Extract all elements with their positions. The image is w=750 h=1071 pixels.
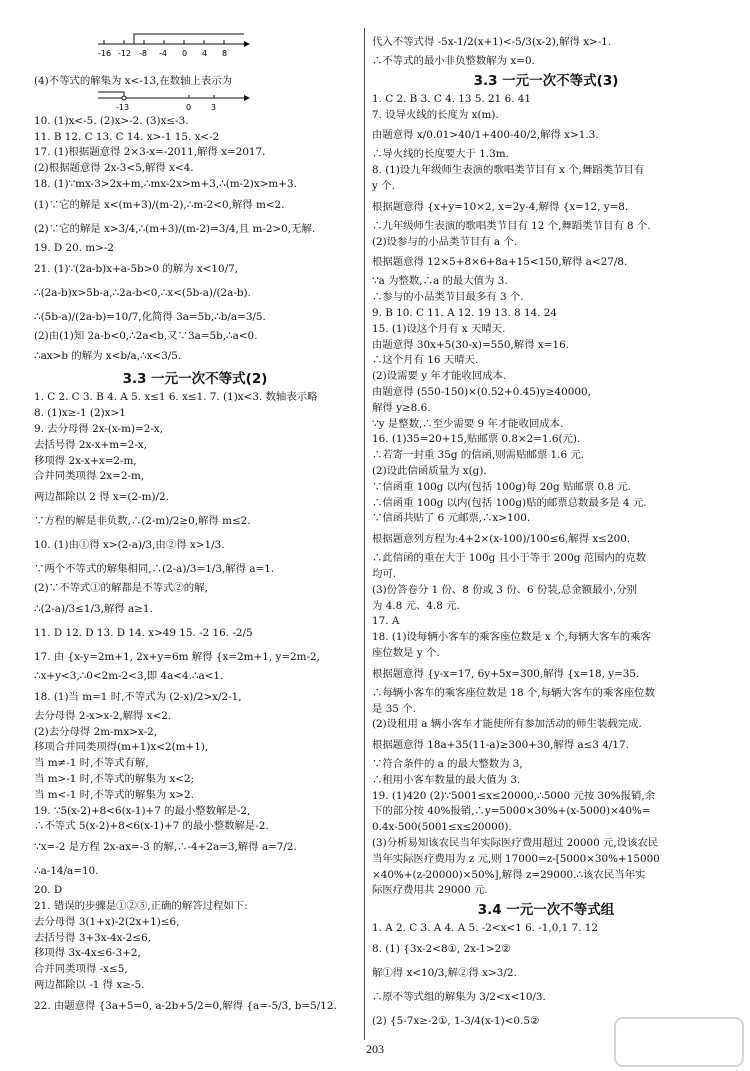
answer-line: (2)∵不等式①的解都是不等式②的解, (34, 582, 208, 595)
answer-line: 当 m≠-1 时,不等式有解, (34, 757, 149, 770)
answer-line: ∴导火线的长度要大于 1.3m. (372, 148, 509, 161)
section-heading: 3.3 一元一次不等式(2) (122, 371, 268, 388)
answer-line: 去括号得 2x-x+m=2-x, (34, 438, 148, 451)
answer-line: 合并同类项得 2x=2-m, (34, 470, 145, 483)
answer-line: ∴信函重 100g 以内(包括 100g)贴的邮票总数最多是 4 元. (372, 496, 647, 509)
answer-line: ∵y 是整数,∴至少需要 9 年才能收回成本. (372, 417, 564, 430)
tick-label: 3 (211, 102, 217, 112)
tick-label: -12 (118, 49, 132, 58)
answer-line: 0.4x-500(5001≤x≤20000). (372, 821, 512, 834)
answer-line: ∴ax>b 的解为 x<b/a,∴x<3/5. (34, 350, 182, 363)
number-line-diagram (94, 30, 274, 74)
answer-line: 17. A (372, 615, 400, 628)
answer-line: 由题意得 30x+5(30-x)=550,解得 x=16. (372, 338, 569, 351)
answer-line: 11. B 12. C 13. C 14. x>-1 15. x<-2 (34, 130, 220, 143)
left-column (34, 30, 356, 1018)
answer-line: (2)去分母得 2m-mx>x-2, (34, 725, 158, 738)
answer-line: 根据题意得 18a+35(11-a)≥300+30,解得 a≤3 4/17. (372, 739, 629, 752)
answer-line: ∴九年级师生表演的歌唱类节目有 12 个,舞蹈类节目有 8 个. (372, 219, 651, 232)
answer-line: ∵a 为整数,∴a 的最大值为 3. (372, 275, 508, 288)
answer-line: ∴每辆小客车的乘客座位数是 18 个,每辆大客车的乘客座位数 (372, 686, 655, 699)
answer-line: 代入不等式得 -5x-1/2(x+1)<-5/3(x-2),解得 x>-1. (372, 36, 612, 48)
answer-line: (2)根据题意得 2x-3<5,解得 x<4. (34, 162, 194, 175)
answer-line: ∴租用小客车数量的最大值为 3. (372, 773, 521, 786)
column-divider (364, 28, 365, 1040)
section-heading: 3.4 一元一次不等式组 (477, 902, 615, 919)
answer-line: 19. (1)420 (2)∵5001≤x≤20000,∴5000 元按 30%报销,余 (372, 789, 656, 802)
answer-line: 8. (1) {3x-2<8①, 2x-1>2② (372, 943, 511, 956)
answer-line: 由题意得 (550-150)×(0.52+0.45)y≥40000, (372, 385, 591, 398)
answer-line: ∴这个月有 16 天晴天. (372, 354, 479, 367)
answer-line: 18. (1)当 m=1 时,不等式为 (2-x)/2>x/2-1, (34, 690, 242, 703)
answer-line: 1. A 2. C 3. A 4. A 5. -2<x<1 6. -1,0,1 7. 12 (372, 922, 598, 935)
answer-line: 17. (1)根据题意得 2×3-x=-2011,解得 x=2017. (34, 146, 266, 159)
tick-label: 0 (186, 102, 192, 112)
answer-line: 移项合并同类项得(m+1)x<2(m+1), (34, 741, 209, 754)
answer-line: 21. 错误的步骤是①②⑤,正确的解答过程如下: (34, 899, 248, 912)
answer-line: ∵方程的解是非负数,∴(2-m)/2≥0,解得 m≤2. (34, 515, 251, 528)
answer-line: y 个. (372, 179, 395, 192)
answer-line: 解①得 x<10/3,解②得 x>3/2. (372, 967, 517, 980)
answer-line: ∵信函重 100g 以内(包括 100g)每 20g 贴邮票 0.8 元. (372, 480, 631, 493)
answer-line: 移项得 3x-4x≤6-3+2, (34, 947, 141, 960)
answer-line: (2)设租用 a 辆小客车才能使所有参加活动的师生装载完成. (372, 718, 642, 731)
answer-line: 根据题意得 {x+y=10×2, x=2y-4,解得 {x=12, y=8. (372, 200, 629, 213)
answer-line: 去括号得 3+3x-4x-2≤6, (34, 931, 152, 944)
tick-label: -13 (116, 102, 130, 112)
answer-line: ∴若寄一封重 35g 的信函,则需贴邮票 1.6 元. (372, 449, 585, 462)
answer-line: (2)∵它的解是 x>3/4,∴(m+3)/(m-2)=3/4,且 m-2>0,无解. (34, 222, 316, 235)
right-column (372, 30, 720, 1033)
answer-line: 根据题意得 {y-x=17, 6y+5x=300,解得 {x=18, y=35. (372, 667, 640, 680)
answer-line: 下的部分按 40%报销,∴y=5000×30%+(x-5000)×40%= (372, 805, 651, 818)
answer-line: 10. (1)由①得 x>(2-a)/3,由②得 x>1/3. (34, 539, 225, 552)
tick-label: 0 (182, 49, 188, 58)
answer-line: ×40%+(z-20000)×50%],解得 z=29000.∴该农民当年实 (372, 868, 646, 881)
answer-line: 为 4.8 元、4.8 元. (372, 599, 460, 612)
answer-line: 8. (1)设九年级师生表演的歌唱类节目有 x 个,舞蹈类节目有 (372, 164, 645, 177)
answer-line: (2)设此信函质量为 x(g). (372, 464, 487, 477)
answer-line: 19. D 20. m>-2 (34, 241, 114, 254)
answer-line: 去分母得 2-x>x-2,解得 x<2. (34, 709, 172, 722)
answer-line: 解得 y≥8.6. (372, 401, 431, 414)
watermark-icon (614, 1017, 744, 1067)
answer-line: ∴(2a-b)x>5b-a,∴2a-b<0,∴x<(5b-a)/(2a-b). (34, 286, 251, 299)
answer-line: ∵x=-2 是方程 2x-ax=-3 的解,∴-4+2a=3,解得 a=7/2. (34, 841, 297, 854)
answer-line: ∵信函共贴了 6 元邮票,∴x>100. (372, 512, 531, 525)
answer-line: (2) {5-7x≥-2①, 1-3/4(x-1)<0.5② (372, 1015, 540, 1028)
answer-line: 1. C 2. C 3. B 4. A 5. x≤1 6. x≤1. 7. (1)x<3. 数轴表示略 (34, 391, 318, 404)
answer-line: 去分母得 3(1+x)-2(2x+1)≤6, (34, 915, 180, 928)
watermark-logo (614, 1017, 744, 1067)
answer-line: 当年实际医疗费用为 z 元,则 17000=z-[5000×30%+15000 (372, 852, 660, 865)
tick-label: -8 (139, 49, 147, 58)
answer-line: 15. (1)设这个月有 x 天晴天. (372, 322, 506, 335)
answer-line: 是 35 个. (372, 702, 416, 715)
answer-line: 10. (1)x<-5. (2)x>-2. (3)x≤-3. (34, 114, 189, 127)
answer-line: 两边都除以 -1 得 x≥-5. (34, 978, 145, 991)
answer-line: ∴原不等式组的解集为 3/2<x<10/3. (372, 991, 546, 1004)
answer-line: ∴a-14/a=10. (34, 865, 99, 878)
answer-line: 1. C 2. B 3. C 4. 13 5. 21 6. 41 (372, 92, 532, 105)
answer-line: 19. ∵5(x-2)+8<6(x-1)+7 的最小整数解是-2, (34, 804, 251, 817)
number-line-figure (34, 30, 356, 74)
answer-line: 17. 由 {x-y=2m+1, 2x+y=6m 解得 {x=2m+1, y=2m-2, (34, 650, 320, 663)
section-heading: 3.3 一元一次不等式(3) (473, 72, 619, 89)
answer-line: 际医疗费用共 29000 元. (372, 884, 488, 897)
answer-line: 16. (1)35=20+15,贴邮票 0.8×2=1.6(元). (372, 433, 581, 446)
answer-line: 9. B 10. C 11. A 12. 19 13. 8 14. 24 (372, 306, 558, 319)
answer-line: 21. (1)∵(2a-b)x+a-5b>0 的解为 x<10/7, (34, 262, 239, 275)
answer-line: 均可. (372, 567, 397, 580)
answer-line: ∴不等式 5(x-2)+8<6(x-1)+7 的最小整数解是-2. (34, 820, 269, 833)
answer-line: 由题意得 x/0.01>40/1+400-40/2,解得 x>1.3. (372, 129, 599, 142)
answer-line: 当 m<-1 时,不等式的解集为 x>2. (34, 788, 194, 801)
answer-line: ∵两个不等式的解集相同,∴(2-a)/3=1/3,解得 a=1. (34, 563, 275, 576)
answer-line: ∴(5b-a)/(2a-b)=10/7,化简得 3a=5b,∴b/a=3/5. (34, 310, 266, 323)
answer-line: ∴此信函的重在大于 100g 且小于等于 200g 范围内的克数 (372, 552, 646, 565)
answer-line: 两边都除以 2 得 x=(2-m)/2. (34, 491, 169, 504)
tick-label: -4 (159, 49, 167, 58)
answer-line: 7. 设导火线的长度为 x(m). (372, 108, 499, 121)
answer-line: ∴参与的小品类节目最多有 3 个. (372, 291, 524, 304)
answer-line: 11. D 12. D 13. D 14. x>49 15. -2 16. -2/5 (34, 626, 253, 639)
answer-line: 合并同类项得 -x≤5, (34, 963, 128, 976)
number-line-diagram (94, 90, 274, 114)
tick-label: -16 (98, 49, 112, 58)
answer-line: (2)设参与的小品类节目有 a 个. (372, 235, 518, 248)
answer-line: ∴(2-a)/3≤1/3,解得 a≥1. (34, 602, 153, 615)
answer-line: (4)不等式的解集为 x<-13,在数轴上表示为 (34, 75, 233, 87)
number-line-figure-2 (34, 90, 356, 114)
answer-line: 18. (1)设每辆小客车的乘客座位数是 x 个,每辆大客车的乘客 (372, 631, 651, 644)
answer-line: 当 m>-1 时,不等式的解集为 x<2; (34, 772, 195, 785)
answer-line: 22. 由题意得 {3a+5=0, a-2b+5/2=0,解得 {a=-5/3, b=5/12. (34, 999, 337, 1012)
answer-line: (2)由(1)知 2a-b<0,∴2a<b,又∵3a=5b,∴a<0. (34, 329, 258, 342)
answer-line: (1)∵它的解是 x<(m+3)/(m-2),∴m-2<0,解得 m<2. (34, 198, 285, 211)
answer-line: 8. (1)x≥-1 (2)x>1 (34, 407, 126, 420)
answer-line: 20. D (34, 884, 63, 897)
page-number: 203 (366, 1042, 384, 1056)
answer-line: ∵符合条件的 a 的最大整数为 3, (372, 758, 523, 771)
answer-line: 18. (1)∵mx-3>2x+m,∴mx-2x>m+3,∴(m-2)x>m+3. (34, 177, 297, 190)
answer-line: 9. 去分母得 2x-(x-m)=2-x, (34, 422, 164, 435)
answer-line: 根据题意列方程为:4+2×(x-100)/100≤6,解得 x≤200. (372, 533, 631, 546)
answer-line: ∴不等式的最小非负整数解为 x=0. (372, 55, 535, 67)
answer-line: 根据题意得 12×5+8×6+8a+15<150,解得 a<27/8. (372, 256, 628, 269)
tick-label: 8 (222, 49, 228, 58)
answer-line: (2)设需要 y 年才能收回成本. (372, 370, 507, 383)
tick-label: 4 (202, 49, 208, 58)
answer-line: ∴x+y<3,∴0<2m-2<3,即 4a<4.∴a<1. (34, 669, 224, 682)
answer-line: (3)份答卷分 1 份、8 份或 3 份、6 份装,总金额最小,分别 (372, 583, 638, 596)
answer-line: (3)分析易知该农民当年实际医疗费用超过 20000 元,设该农民 (372, 837, 659, 850)
answer-line: 座位数是 y 个. (372, 646, 440, 659)
answer-line: 移项得 2x-x+x=2-m, (34, 454, 137, 467)
